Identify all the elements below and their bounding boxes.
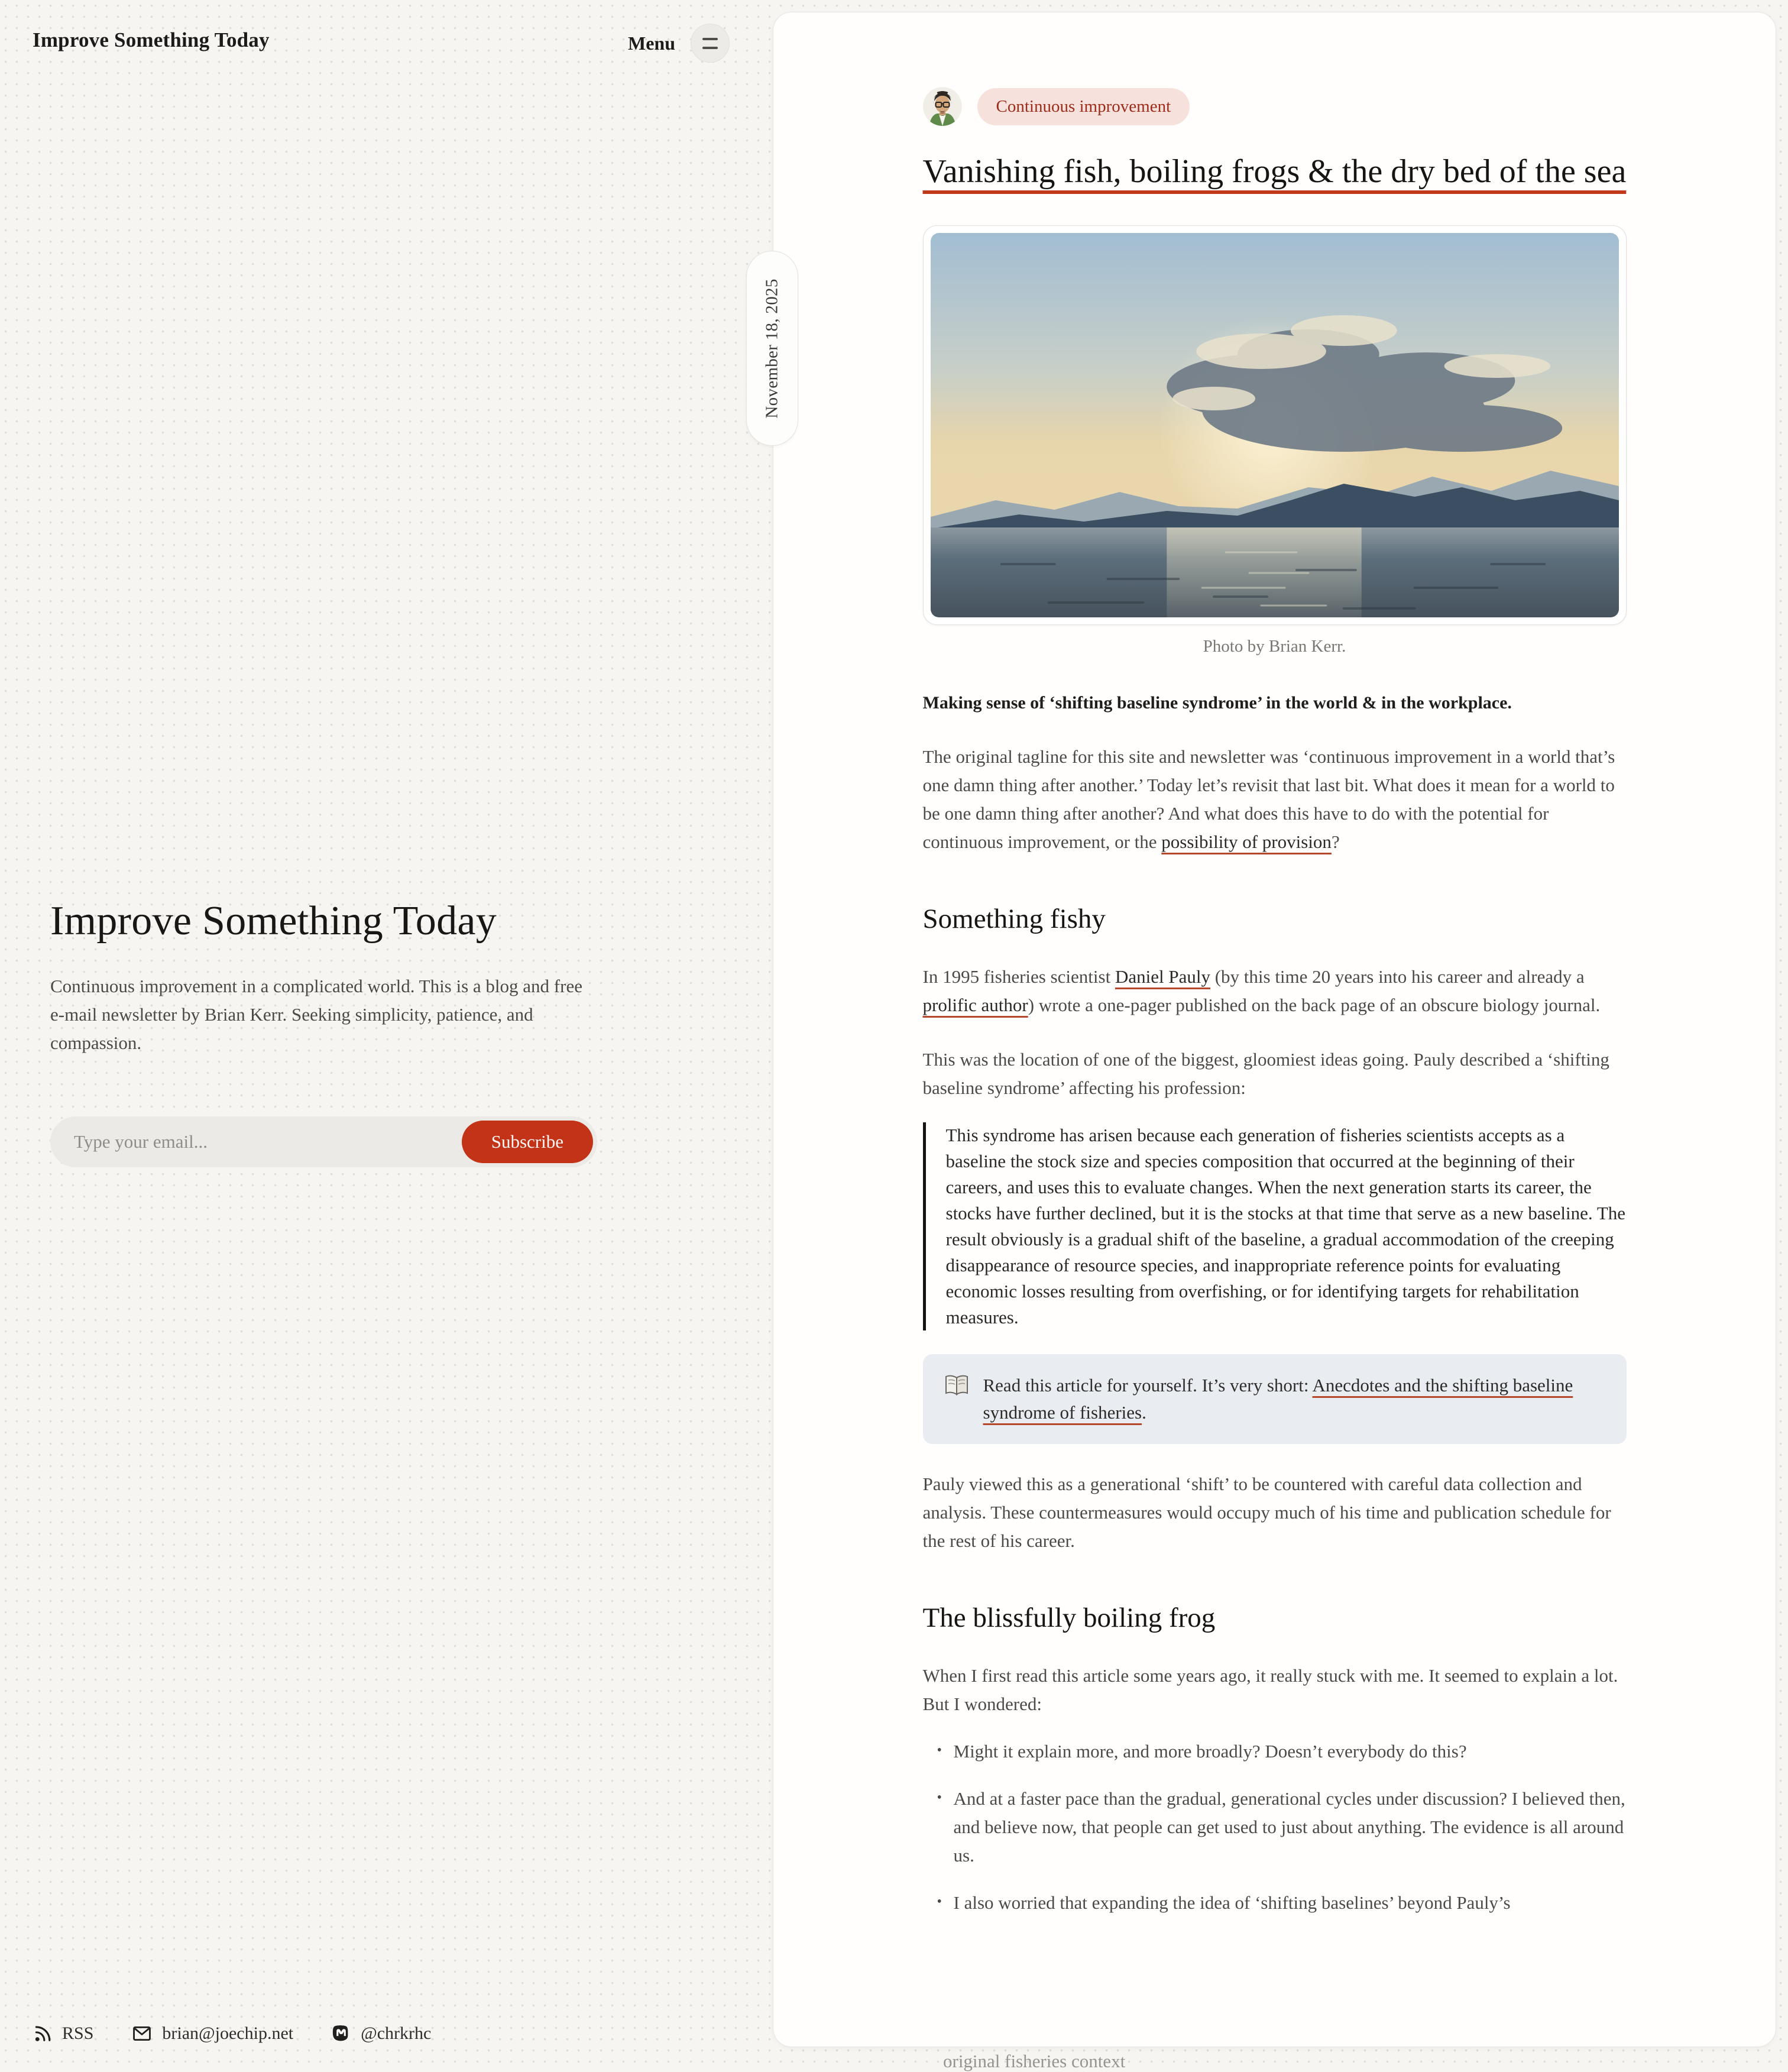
read-article-callout [923,1354,1627,1444]
date-tab-label: November 18, 2025 [762,278,782,419]
list-item: • I also worried that expanding the idea of ‘shifting baselines’ beyond Pauly’s [923,1889,1627,1917]
hero-tagline: Continuous improvement in a complicated world. This is a blog and free e-mail newsletter by Brian Kerr. Seeking simplicity, patience, and compassion. [50,976,582,1053]
menu-group [628,24,730,63]
mastodon-link[interactable] [331,2024,431,2044]
anecdotes-article-link[interactable]: Anecdotes and the shifting baseline syndrome of fisheries [983,1375,1573,1423]
callout-text-end: . [1142,1402,1146,1423]
mail-icon [131,2024,153,2044]
menu-label: Menu [628,32,675,54]
provision-link[interactable]: possibility of provision [1161,831,1332,852]
hero-title: Improve Something Today [50,898,497,944]
list-item: • And at a faster pace than the gradual, generational cycles under discussion? I believed then, and believe now, that people can get used to just about anything. The evidence is all around us. [923,1785,1627,1870]
wondered-list [923,1737,1627,1917]
fishy-p1-text2: (by this time 20 years into his career and already a [1210,966,1585,987]
clipped-next-line: original fisheries context [943,2051,1126,2071]
author-avatar [923,87,962,126]
fishy-p1-text3: ) wrote a one-pager published on the back page of an obscure biology journal. [1028,995,1601,1015]
pauly-blockquote: This syndrome has arisen because each generation of fisheries scientists accepts as a baseline the stock size and species composition that occurred at the beginning of their careers, and uses this to evaluate changes. When the next generation starts its career, the stocks have further declined, but it is the stocks at that time that serve as a new baseline. The result obviously is a gradual shift of the baseline, a gradual accommodation of the creeping disappearance of resource species, and inappropriate reference points for evaluating economic losses resulting from overfishing, or for identifying targets for rehabilitation measures. [923,1122,1627,1330]
heading-something-fishy: Something fishy [922,904,1106,934]
fishy-p1-text: In 1995 fisheries scientist [922,966,1115,987]
post-title [923,147,1627,196]
mastodon-label: @chrkrhc [361,2024,432,2043]
rss-label: RSS [62,2024,94,2043]
callout-text [983,1372,1605,1426]
sidebar-hero [50,898,597,1057]
email-link[interactable] [131,2024,293,2044]
rss-link[interactable] [33,2024,93,2044]
photo-caption: Photo by Brian Kerr. [1203,637,1346,656]
mastodon-icon [331,2024,351,2044]
list-item: • Might it explain more, and more broadly? Doesn’t everybody do this? [923,1737,1627,1766]
post-title-link[interactable]: Vanishing fish, boiling frogs & the dry bed of the sea [922,153,1627,190]
post-photo [923,225,1627,625]
heading-boiling-frog: The blissfully boiling frog [922,1602,1216,1633]
date-tab[interactable] [746,251,798,446]
subscribe-form [50,1116,597,1167]
intro-text-end: ? [1331,831,1340,852]
sidebar-footer [33,2024,431,2044]
menu-button[interactable] [691,24,730,63]
category-badge[interactable]: Continuous improvement [977,88,1190,125]
post-meta-row [923,87,1627,126]
intro-text: The original tagline for this site and newsletter was ‘continuous improvement in a world that’s one damn thing after another.’ Today let’s revisit that last bit. What does it mean for a world to be one damn thing after another? And what does this have to do with the potential for continuous improvement, or the [922,746,1615,852]
post-lede: Making sense of ‘shifting baseline syndrome’ in the world & in the workplace. [922,693,1512,713]
fishy-paragraph-2: This was the location of one of the biggest, gloomiest ideas going. Pauly described a ‘shifting baseline syndrome’ affecting his profession: [922,1049,1609,1098]
daniel-pauly-link[interactable]: Daniel Pauly [1115,966,1210,987]
open-book-icon [944,1374,969,1404]
fishy-paragraph-3: Pauly viewed this as a generational ‘shift’ to be countered with careful data collection and analysis. These countermeasures would occupy much of his time and publication schedule for the rest of his career. [922,1474,1611,1551]
post-card [773,12,1776,2047]
callout-text-start: Read this article for yourself. It’s very short: [983,1375,1313,1396]
email-label: brian@joechip.net [162,2024,294,2043]
fishy-paragraph-1 [923,963,1627,1019]
site-logo[interactable]: Improve Something Today [33,28,270,51]
frog-paragraph-1: When I first read this article some years ago, it really stuck with me. It seemed to explain a lot. But I wondered: [922,1665,1618,1714]
rss-icon [33,2024,53,2044]
seascape-illustration [931,233,1619,617]
subscribe-button[interactable]: Subscribe [462,1121,593,1163]
prolific-author-link[interactable]: prolific author [922,995,1028,1015]
intro-paragraph [923,743,1627,856]
